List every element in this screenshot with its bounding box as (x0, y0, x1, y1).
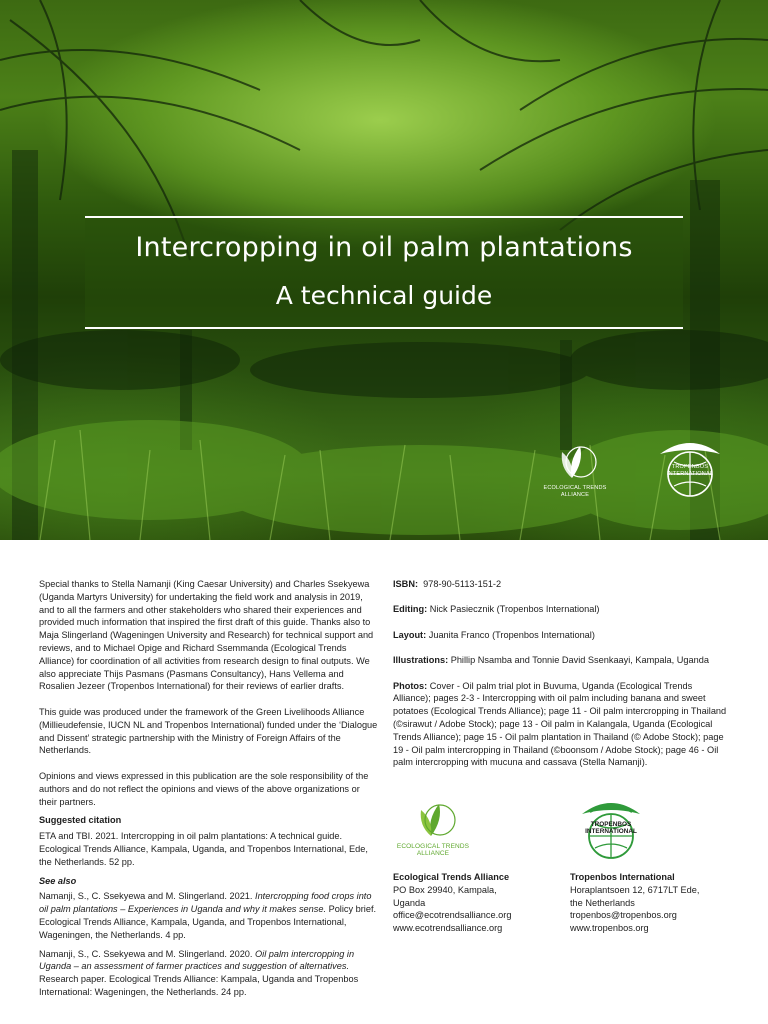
editing-value: Nick Pasiecznik (Tropenbos International) (427, 604, 600, 615)
citation-text: ETA and TBI. 2021. Intercropping in oil palm plantations: A technical guide. Ecological Trends Alliance, Kampala, Uganda, and Tropenbos International, Ede, the Netherlands. 52 pp. (39, 831, 368, 867)
tbi-address (570, 871, 750, 935)
eta-address-line: Uganda (393, 897, 426, 908)
eta-leaf-logo-icon (407, 798, 459, 838)
reference-details: Research paper. Ecological Trends Alliance: Kampala, Uganda and Tropenbos International: Wageningen, the Netherlands. 24 pp. (39, 974, 359, 997)
photos-label: Photos: (393, 680, 428, 691)
isbn-line (393, 578, 731, 591)
citation-heading: Suggested citation (39, 815, 122, 826)
isbn-label: ISBN: (393, 579, 419, 589)
illustrations-line (393, 654, 731, 667)
tbi-website-link[interactable]: www.tropenbos.org (570, 923, 649, 934)
disclaimer-paragraph: Opinions and views expressed in this publication are the sole responsibility of the authors and do not reflect the opinions and views of the above organizations or their partners. (39, 770, 369, 807)
eta-website-link[interactable]: www.ecotrendsalliance.org (393, 923, 503, 934)
photos-line (393, 680, 731, 770)
tbi-org-name: Tropenbos International (570, 872, 675, 882)
tbi-address-line: the Netherlands (570, 897, 635, 908)
eta-address (393, 871, 563, 935)
tbi-address-line: Horaplantsoen 12, 6717LT Ede, (570, 884, 700, 895)
reference-authors: Namanji, S., C. Ssekyewa and M. Slingerland. 2021. (39, 891, 256, 902)
cover-tbi-logo-name: TROPENBOS INTERNATIONAL (666, 464, 714, 477)
acknowledgements-paragraph: Special thanks to Stella Namanji (King Caesar University) and Charles Ssekyewa (Uganda Martyrs University) for undertaking the field work and analysis in 2019, and to all the farmers and other stakeholders who shared their experiences and provided much information that inspired the first draft of this guide. Thanks also to Maja Slingerland (Wageningen University and Research) for technical support and reviews, and to Michael Opige and Richard Ssemmanda (Ecological Trends Alliance) for coordination of all activities from research design to final outputs. We also appreciate Thijs Pasmans (Pasmans Consultancy), Hans Vellema and Rosalien Jezeer (Tropenbos International) for their reviews of earlier drafts. (39, 579, 374, 692)
photos-value: Cover - Oil palm trial plot in Buvuma, Uganda (Ecological Trends Alliance); pages 2-3 - Intercropping with oil palm including banana and sweet potatoes (Ecological Trends Alliance); page 11 - Oil palm intercropping in Thailand (©sirawut / Adobe Stock); page 13 - Oil palm in Kalangala, Uganda (Ecological Trends Alliance); page 15 - Oil palm plantation in Thailand (© Adobe Stock); page 19 - Oil palm intercropping in Thailand (©boonsom / Adobe Stock); page 46 - Oil palm intercropping with mucuna and cassava (Stella Namanji). (393, 680, 727, 768)
reference-title: Oil palm intercropping in Uganda – an assessment of farmer practices and suggestion of alternatives. (39, 948, 355, 972)
framework-paragraph: This guide was produced under the framework of the Green Livelihoods Alliance (Millieudefensie, IUCN NL and Tropenbos International) funded under the ‘Dialogue and Dissent’ strategic partnership with the Ministry of Foreign Affairs of the Netherlands. (39, 706, 378, 756)
cover-title: Intercropping in oil palm plantations (135, 232, 633, 263)
cover-eta-logo (532, 438, 618, 499)
cover-eta-logo-line2: ALLIANCE (560, 492, 590, 498)
reference-details: Policy brief. Ecological Trends Alliance, Kampala, Uganda, and Tropenbos International, Wageningen, the Netherlands. 4 pp. (39, 904, 377, 940)
cover-eta-logo-line1: ECOLOGICAL TRENDS (543, 485, 607, 491)
cover-tbi-logo (648, 436, 732, 505)
editing-line (393, 603, 731, 616)
credits-left-column (39, 578, 379, 1005)
see-also-heading: See also (39, 875, 77, 886)
illustrations-label: Illustrations: (393, 655, 449, 666)
eta-logo-line1: ECOLOGICAL TRENDS (396, 843, 470, 850)
tbi-email-link[interactable]: tropenbos@tropenbos.org (570, 910, 677, 921)
eta-address-line: PO Box 29940, Kampala, (393, 884, 497, 895)
layout-line (393, 629, 731, 642)
reference-authors: Namanji, S., C. Ssekyewa and M. Slingerland. 2020. (39, 948, 256, 959)
tbi-logo-name: TROPENBOS INTERNATIONAL (585, 821, 637, 835)
layout-label: Layout: (393, 629, 427, 640)
reference-item (39, 890, 379, 941)
eta-email-link[interactable]: office@ecotrendsalliance.org (393, 910, 512, 921)
tbi-logo (568, 796, 654, 867)
credits-right-column (393, 578, 731, 782)
leaf-logo-icon (550, 438, 600, 480)
eta-logo (393, 798, 473, 857)
editing-label: Editing: (393, 604, 428, 615)
reference-title: Intercropping food crops into oil palm plantations – Experiences in Uganda and why it makes sense. (39, 891, 372, 915)
illustrations-value: Phillip Nsamba and Tonnie David Ssenkaayi, Kampala, Uganda (448, 655, 709, 666)
cover-subtitle: A technical guide (275, 281, 493, 310)
reference-item (39, 948, 379, 999)
eta-logo-line2: ALLIANCE (416, 850, 450, 857)
eta-org-name: Ecological Trends Alliance (393, 872, 510, 882)
title-band (85, 216, 683, 329)
isbn-value: 978-90-5113-151-2 (418, 579, 502, 589)
layout-value: Juanita Franco (Tropenbos International) (426, 629, 595, 640)
